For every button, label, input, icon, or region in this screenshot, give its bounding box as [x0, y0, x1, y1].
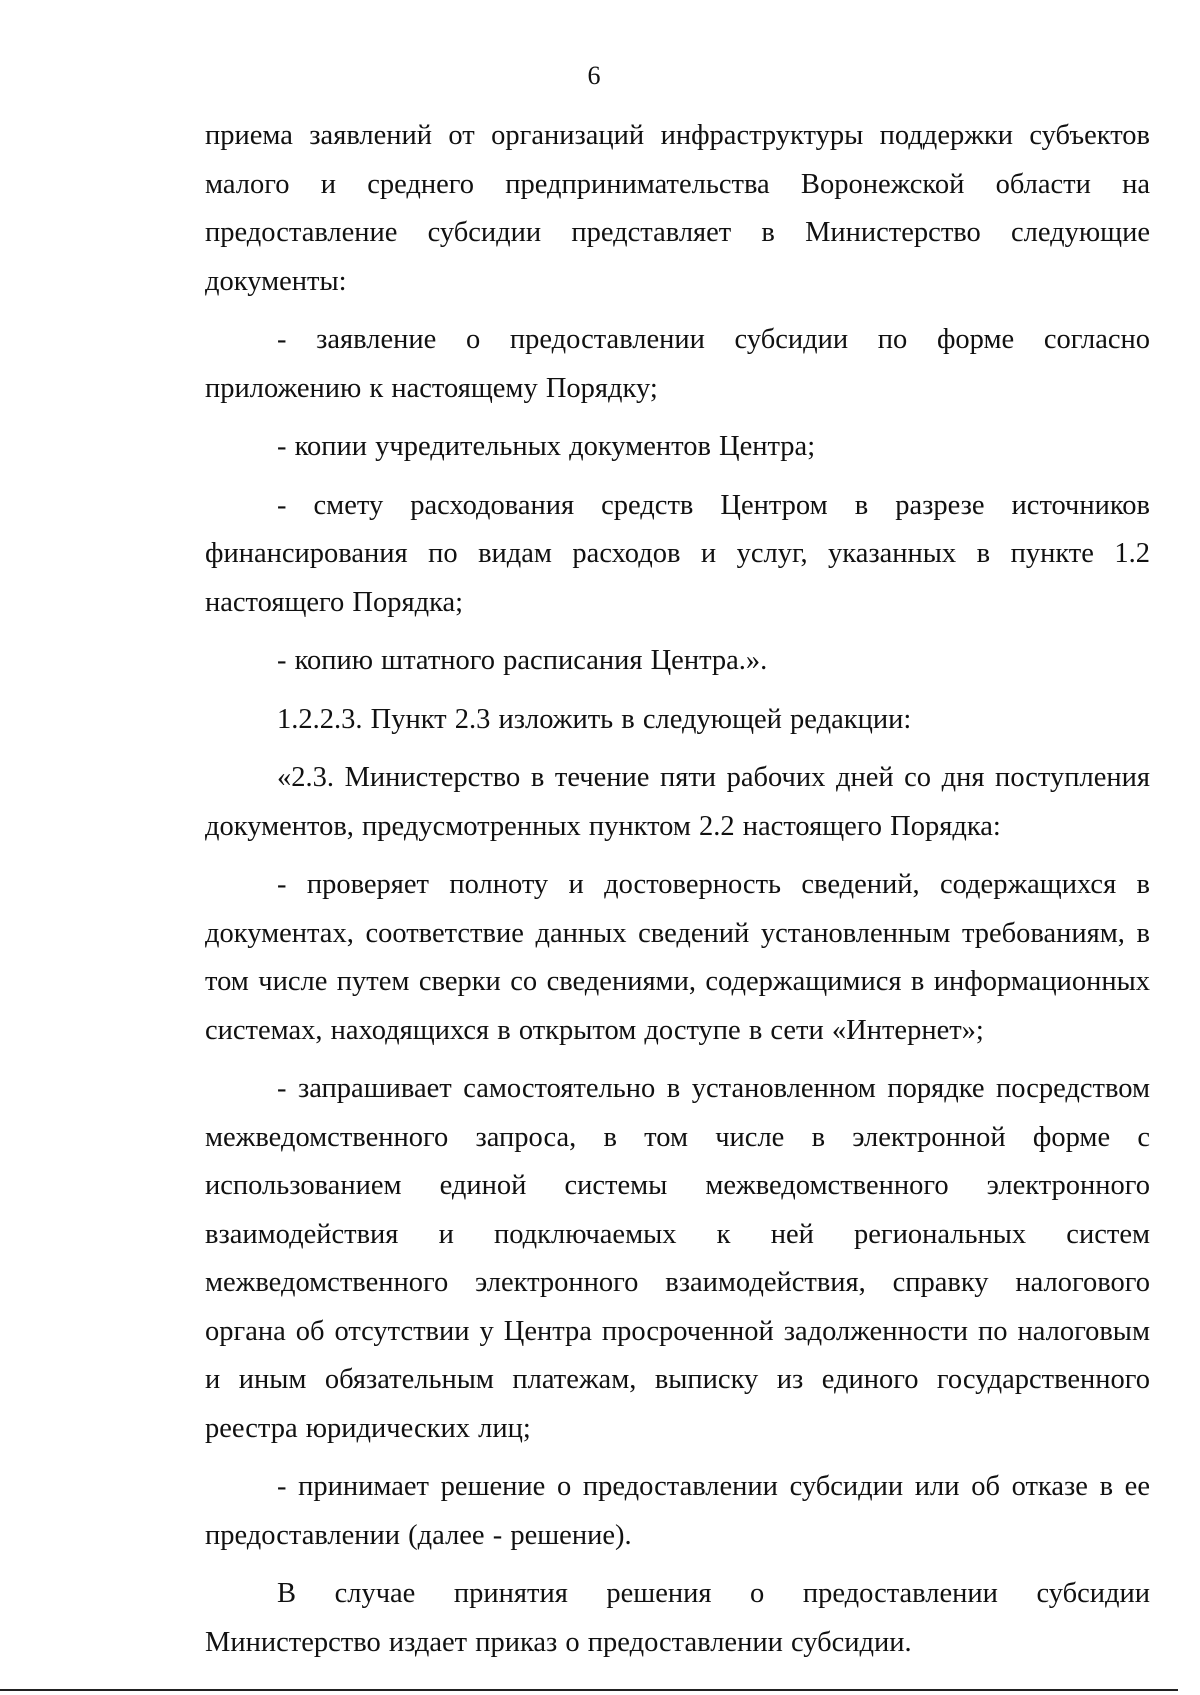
list-item-decision: - принимает решение о предоставлении субсидии или об отказе в ее предоставлении (далее - решение). — [205, 1471, 1150, 1551]
list-item-application-form: - заявление о предоставлении субсидии по форме согласно приложению к настоящему Порядку; — [205, 324, 1150, 404]
paragraph-continuation: приема заявлений от организаций инфраструктуры поддержки субъектов малого и среднего предпринимательства Воронежской области на предоставление субсидии представляет в Министерство следующие документы: — [205, 120, 1150, 297]
list-item-charter-copies: - копии учредительных документов Центра; — [277, 431, 816, 462]
paragraph-clause-1-2-2-3: 1.2.2.3. Пункт 2.3 изложить в следующей редакции: — [277, 703, 912, 735]
page-number: 6 — [587, 61, 601, 90]
paragraph-order-issuance: В случае принятия решения о предоставлении субсидии Министерство издает приказ о предоставлении субсидии. — [205, 1578, 1150, 1658]
list-item-staff-schedule: - копию штатного расписания Центра.». — [277, 645, 768, 676]
list-item-expense-estimate: - смету расходования средств Центром в разрезе источников финансирования по видам расходов и услуг, указанных в пункте 1.2 настоящего Порядка; — [205, 489, 1150, 618]
page-bottom-border — [0, 1689, 1178, 1691]
list-item-verification: - проверяет полноту и достоверность сведений, содержащихся в документах, соответствие данных сведений установленным требованиям, в том числе путем сверки со сведениями, содержащимися в информационных системах, находящихся в открытом доступе в сети «Интернет»; — [205, 869, 1150, 1046]
document-body — [205, 112, 1150, 1667]
paragraph-clause-2-3: «2.3. Министерство в течение пяти рабочих дней со дня поступления документов, предусмотренных пунктом 2.2 настоящего Порядка: — [205, 762, 1150, 842]
list-item-interagency-request: - запрашивает самостоятельно в установленном порядке посредством межведомственного запроса, в том числе в электронной форме с использованием единой системы межведомственного электронного взаимодействия и подключаемых к ней региональных систем межведомственного электронного взаимодействия, справку налогового органа об отсутствии у Центра просроченной задолженности по налоговым и иным обязательным платежам, выписку из единого государственного реестра юридических лиц; — [205, 1073, 1150, 1444]
